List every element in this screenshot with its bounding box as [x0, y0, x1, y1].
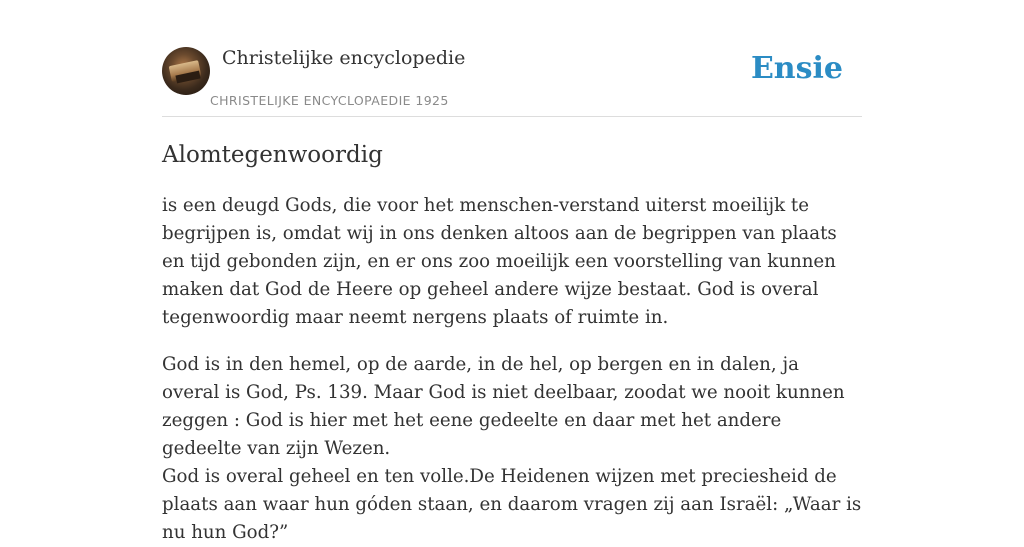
article-paragraph-1: is een deugd Gods, die voor het menschen-verstand uiterst moeilijk te begrijpen is, omdat wij in ons denken altoos aan de begrippen van plaats en tijd gebonden zijn, en er ons zoo moeilijk een voorstelling van kunnen maken dat God de Heere op geheel andere wijze bestaat. God is overal tegenwoordig maar neemt nergens plaats of ruimte in. — [162, 195, 837, 328]
site-title[interactable]: Christelijke encyclopedie — [222, 47, 466, 69]
article-paragraph-2: God is in den hemel, op de aarde, in de hel, op bergen en in dalen, ja overal is God, Ps. 139. Maar God is niet deelbaar, zoodat we nooit kunnen zeggen : God is hier met het eene gedeelte en daar met het andere gedeelte van zijn Wezen. — [162, 354, 845, 459]
site-header — [162, 0, 862, 117]
page-container — [162, 0, 862, 543]
site-subtitle[interactable]: CHRISTELIJKE ENCYCLOPAEDIE 1925 — [210, 93, 449, 108]
article-paragraph-3: God is overal geheel en ten volle.De Heidenen wijzen met preciesheid de plaats aan waar hun góden staan, en daarom vragen zij aan Israël: „Waar is nu hun God?” — [162, 466, 862, 543]
site-avatar[interactable] — [162, 47, 210, 95]
article-title: Alomtegenwoordig — [162, 142, 383, 168]
brand-logo[interactable]: Ensie — [750, 51, 843, 86]
